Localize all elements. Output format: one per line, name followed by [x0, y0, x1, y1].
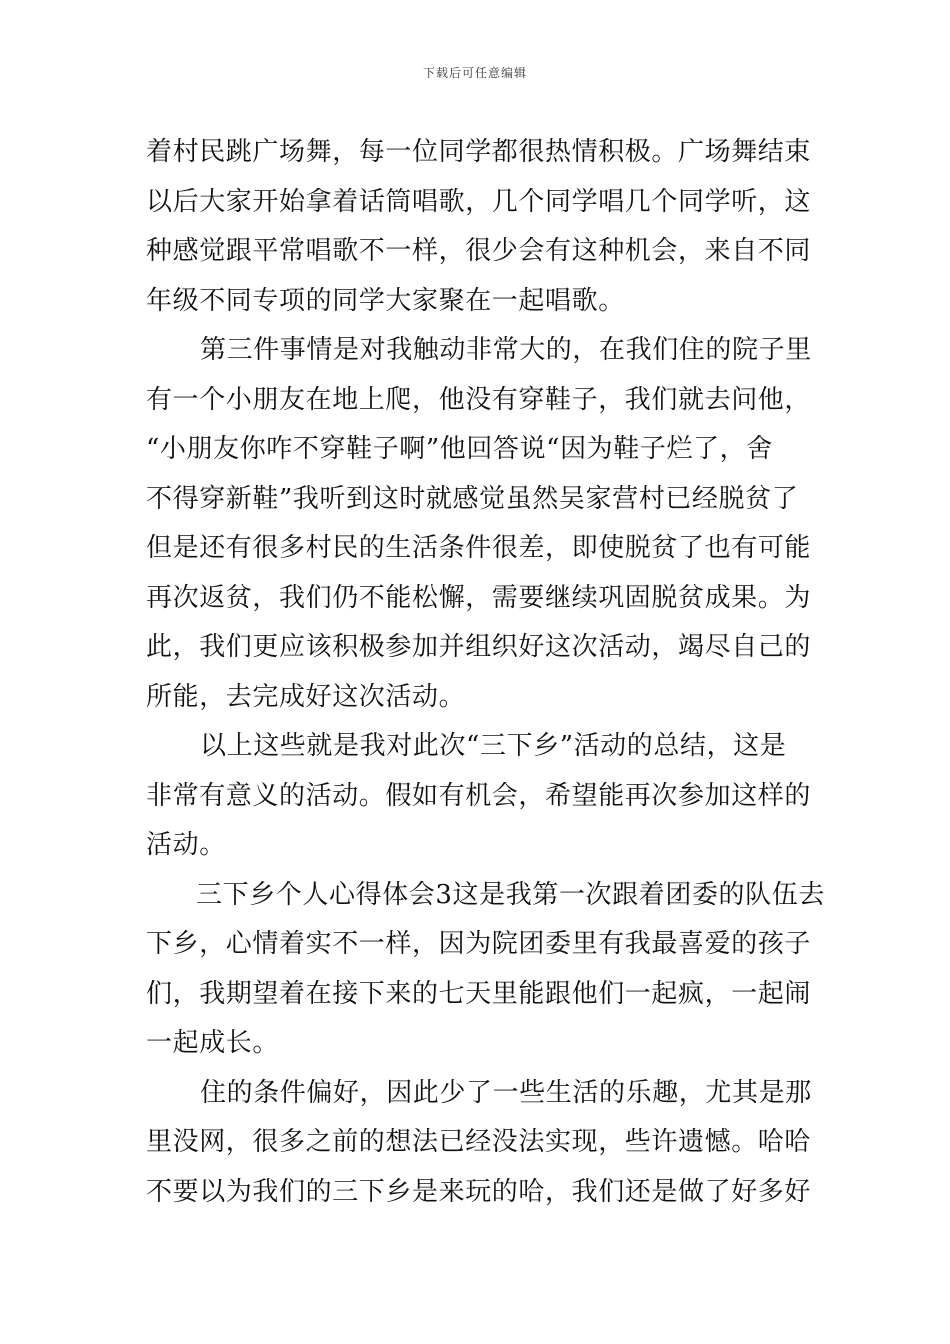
paragraph-start-line: 第三件事情是对我触动非常大的，在我们住的院子里 — [200, 335, 812, 365]
text-line: 着村民跳广场舞，每一位同学都很热情积极。广场舞结束 — [146, 137, 812, 167]
text-line: 但是还有很多村民的生活条件很差，即使脱贫了也有可能 — [146, 533, 812, 563]
text-line: 有一个小朋友在地上爬，他没有穿鞋子，我们就去问他， — [146, 384, 812, 415]
paragraph-start-line: 住的条件偏好，因此少了一些生活的乐趣，尤其是那 — [200, 1077, 812, 1108]
text-line: 所能，去完成好这次活动。 — [146, 681, 466, 712]
paragraph-start-line: 三下乡个人心得体会3这是我第一次跟着团委的队伍去 — [196, 879, 825, 910]
text-line: 活动。 — [146, 830, 226, 860]
text-line: 不要以为我们的三下乡是来玩的哈，我们还是做了好多好 — [146, 1176, 812, 1207]
text-line: 里没网，很多之前的想法已经没法实现，些许遗憾。哈哈 — [146, 1127, 812, 1157]
text-line: 种感觉跟平常唱歌不一样，很少会有这种机会，来自不同 — [146, 236, 812, 266]
text-line: 不得穿新鞋”我听到这时就感觉虽然吴家营村已经脱贫了 — [146, 483, 799, 514]
text-line: 年级不同专项的同学大家聚在一起唱歌。 — [146, 285, 625, 316]
text-line: 非常有意义的活动。假如有机会，希望能再次参加这样的 — [146, 780, 812, 811]
text-line: 此，我们更应该积极参加并组织好这次活动，竭尽自己的 — [146, 632, 812, 662]
text-line: “小朋友你咋不穿鞋子啊”他回答说“因为鞋子烂了，舍 — [146, 434, 773, 464]
text-line: 一起成长。 — [146, 1028, 280, 1058]
document-body — [146, 128, 825, 1217]
page-header: 下载后可任意编辑 — [422, 66, 527, 80]
paragraph-start-line: 以上这些就是我对此次“三下乡”活动的总结，这是 — [200, 731, 787, 761]
text-line: 以后大家开始拿着话筒唱歌，几个同学唱几个同学听，这 — [146, 186, 812, 217]
text-line: 再次返贫，我们仍不能松懈，需要继续巩固脱贫成果。为 — [146, 582, 812, 613]
text-line: 下乡，心情着实不一样，因为院团委里有我最喜爱的孩子 — [146, 929, 812, 959]
text-line: 们，我期望着在接下来的七天里能跟他们一起疯，一起闹 — [146, 978, 812, 1009]
